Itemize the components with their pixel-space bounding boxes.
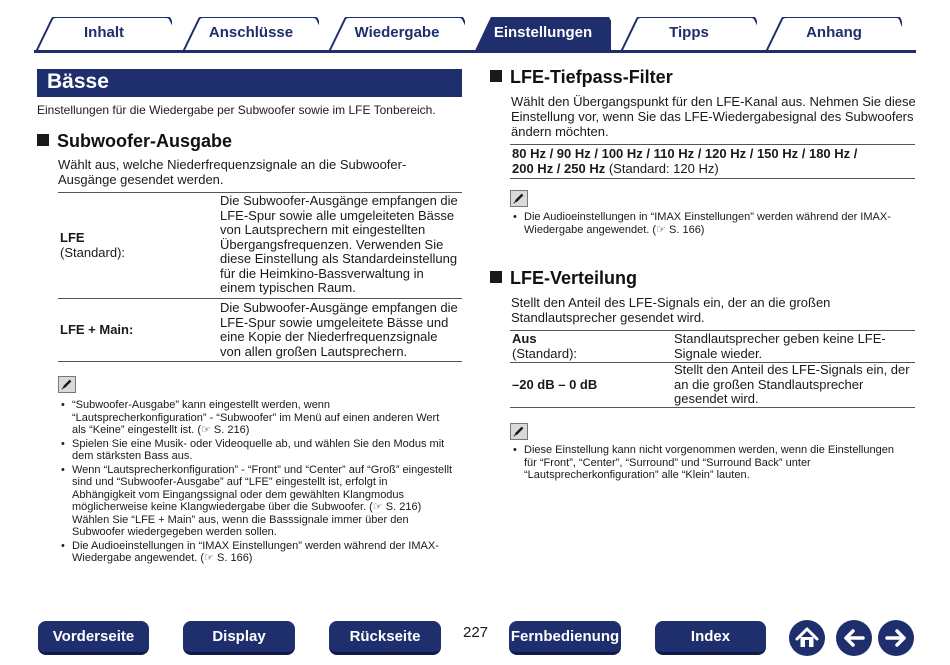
option-value: Stellt den Anteil des LFE-Signals ein, der an die großen Standlautsprecher gesendet wird.: [672, 363, 915, 408]
tab-label: Anhang: [806, 24, 862, 41]
pencil-note-icon: [510, 190, 528, 207]
tab-label: Anschlüsse: [208, 24, 294, 41]
tab-label: Wiedergabe: [354, 24, 440, 41]
top-tab-bar: [0, 0, 950, 56]
home-icon[interactable]: [789, 620, 825, 656]
square-bullet-icon: [37, 134, 49, 146]
table-row: [58, 193, 462, 299]
tab-label: Einstellungen: [493, 24, 593, 41]
section-heading-lfe-distribution: LFE-Verteilung: [490, 268, 637, 289]
tab-anschluesse[interactable]: [183, 17, 319, 53]
tab-einstellungen[interactable]: [475, 17, 611, 53]
lfe-filter-notes: [512, 211, 922, 237]
remote-control-button[interactable]: Fernbedienung: [509, 621, 621, 655]
subwoofer-options-table: [58, 192, 462, 362]
square-bullet-icon: [490, 70, 502, 82]
list-item: • “Subwoofer-Ausgabe” kann eingestellt werden, wenn “Lautsprecherkonfiguration” - “Subwoofer” im Menü auf einen anderen Wert als “Keine” eingestellt ist. (☞ S. 216): [60, 399, 470, 437]
option-value: Die Subwoofer-Ausgänge empfangen die LFE-Spur sowie alle umgeleiteten Bässe von Lautsprechern mit eingestellten Übergangsfrequenzen. Verwenden Sie diese Einstellung als Standardeinstellung für die Heimkino-Bassverwaltung in einem typischen Raum.: [218, 193, 462, 299]
tab-tipps[interactable]: [621, 17, 757, 53]
page-title-bar: [37, 69, 462, 97]
rear-panel-button[interactable]: Rückseite: [329, 621, 441, 655]
pencil-note-icon: [58, 376, 76, 393]
option-key: LFE + Main:: [58, 299, 218, 362]
tab-inhalt[interactable]: [36, 17, 172, 53]
square-bullet-icon: [490, 271, 502, 283]
front-panel-button[interactable]: Vorderseite: [38, 621, 149, 655]
option-key: Aus (Standard):: [510, 331, 672, 363]
table-row: [58, 299, 462, 362]
lfe-distribution-description: Stellt den Anteil des LFE-Signals ein, der an die großen Standlautsprecher gesendet wird.: [511, 295, 831, 325]
option-value: Standlautsprecher geben keine LFE- Signale wieder.: [672, 331, 915, 363]
table-row: [510, 363, 915, 408]
pencil-note-icon: [510, 423, 528, 440]
subwoofer-description: Wählt aus, welche Niederfrequenzsignale an die Subwoofer- Ausgänge gesendet werden.: [58, 157, 407, 187]
list-item: • Die Audioeinstellungen in “IMAX Einstellungen” werden während der IMAX- Wiedergabe angewendet. (☞ S. 166): [512, 211, 922, 236]
list-item: • Wenn “Lautsprecherkonfiguration” - “Front” und “Center” auf “Groß” eingestellt sind und “Subwoofer-Ausgabe” auf “LFE” eingestellt ist, erfolgt in Abhängigkeit vom Eingangssignal oder dem gewählten Klangmodus möglicherweise keine Klangwiedergabe über die Subwoofer. (☞ S. 216) Wählen Sie “LFE + Main” aus, wenn die Basssignale immer über den Subwoofer wiedergegeben werden sollen.: [60, 464, 470, 539]
option-value: Die Subwoofer-Ausgänge empfangen die LFE-Spur sowie umgeleitete Bässe und eine Kopie der Niederfrequenzsignale von allen großen Lautsprechern.: [218, 299, 462, 362]
option-key: LFE (Standard):: [58, 193, 218, 299]
frequency-options: 80 Hz / 90 Hz / 100 Hz / 110 Hz / 120 Hz / 150 Hz / 180 Hz / 200 Hz / 250 Hz (Standard: 120 Hz): [510, 144, 915, 179]
intro-text: Einstellungen für die Wiedergabe per Subwoofer sowie im LFE Tonbereich.: [37, 103, 436, 117]
lfe-filter-description: Wählt den Übergangspunkt für den LFE-Kanal aus. Nehmen Sie diese Einstellung vor, wenn Sie das LFE-Wiedergabesignal des Subwoofers ändern möchten.: [511, 94, 916, 139]
section-heading-lfe-filter: LFE-Tiefpass-Filter: [490, 67, 673, 88]
tab-label: Tipps: [669, 24, 709, 41]
option-key: –20 dB – 0 dB: [510, 363, 672, 408]
section-heading-subwoofer: Subwoofer-Ausgabe: [37, 131, 232, 152]
list-item: • Spielen Sie eine Musik- oder Videoquelle ab, und wählen Sie den Modus mit dem stärksten Bass aus.: [60, 438, 470, 463]
arrow-right-icon[interactable]: [878, 620, 914, 656]
list-item: • Die Audioeinstellungen in “IMAX Einstellungen” werden während der IMAX- Wiedergabe angewendet. (☞ S. 166): [60, 540, 470, 565]
page-title: Bässe: [47, 70, 109, 93]
tab-label: Inhalt: [84, 24, 124, 41]
arrow-left-icon[interactable]: [836, 620, 872, 656]
index-button[interactable]: Index: [655, 621, 766, 655]
display-button[interactable]: Display: [183, 621, 295, 655]
lfe-distribution-notes: [512, 444, 922, 483]
list-item: • Diese Einstellung kann nicht vorgenommen werden, wenn die Einstellungen für “Front”, “Center”, “Surround” und “Surround Back” unter “Lautsprecherkonfiguration” alle “Klein” lauten.: [512, 444, 922, 482]
subwoofer-notes: [60, 399, 470, 566]
table-row: [510, 331, 915, 363]
tab-underline: [34, 50, 916, 53]
lfe-distribution-table: [510, 330, 915, 408]
tab-wiedergabe[interactable]: [329, 17, 465, 53]
page-number: 227: [463, 624, 489, 641]
tab-anhang[interactable]: [766, 17, 902, 53]
